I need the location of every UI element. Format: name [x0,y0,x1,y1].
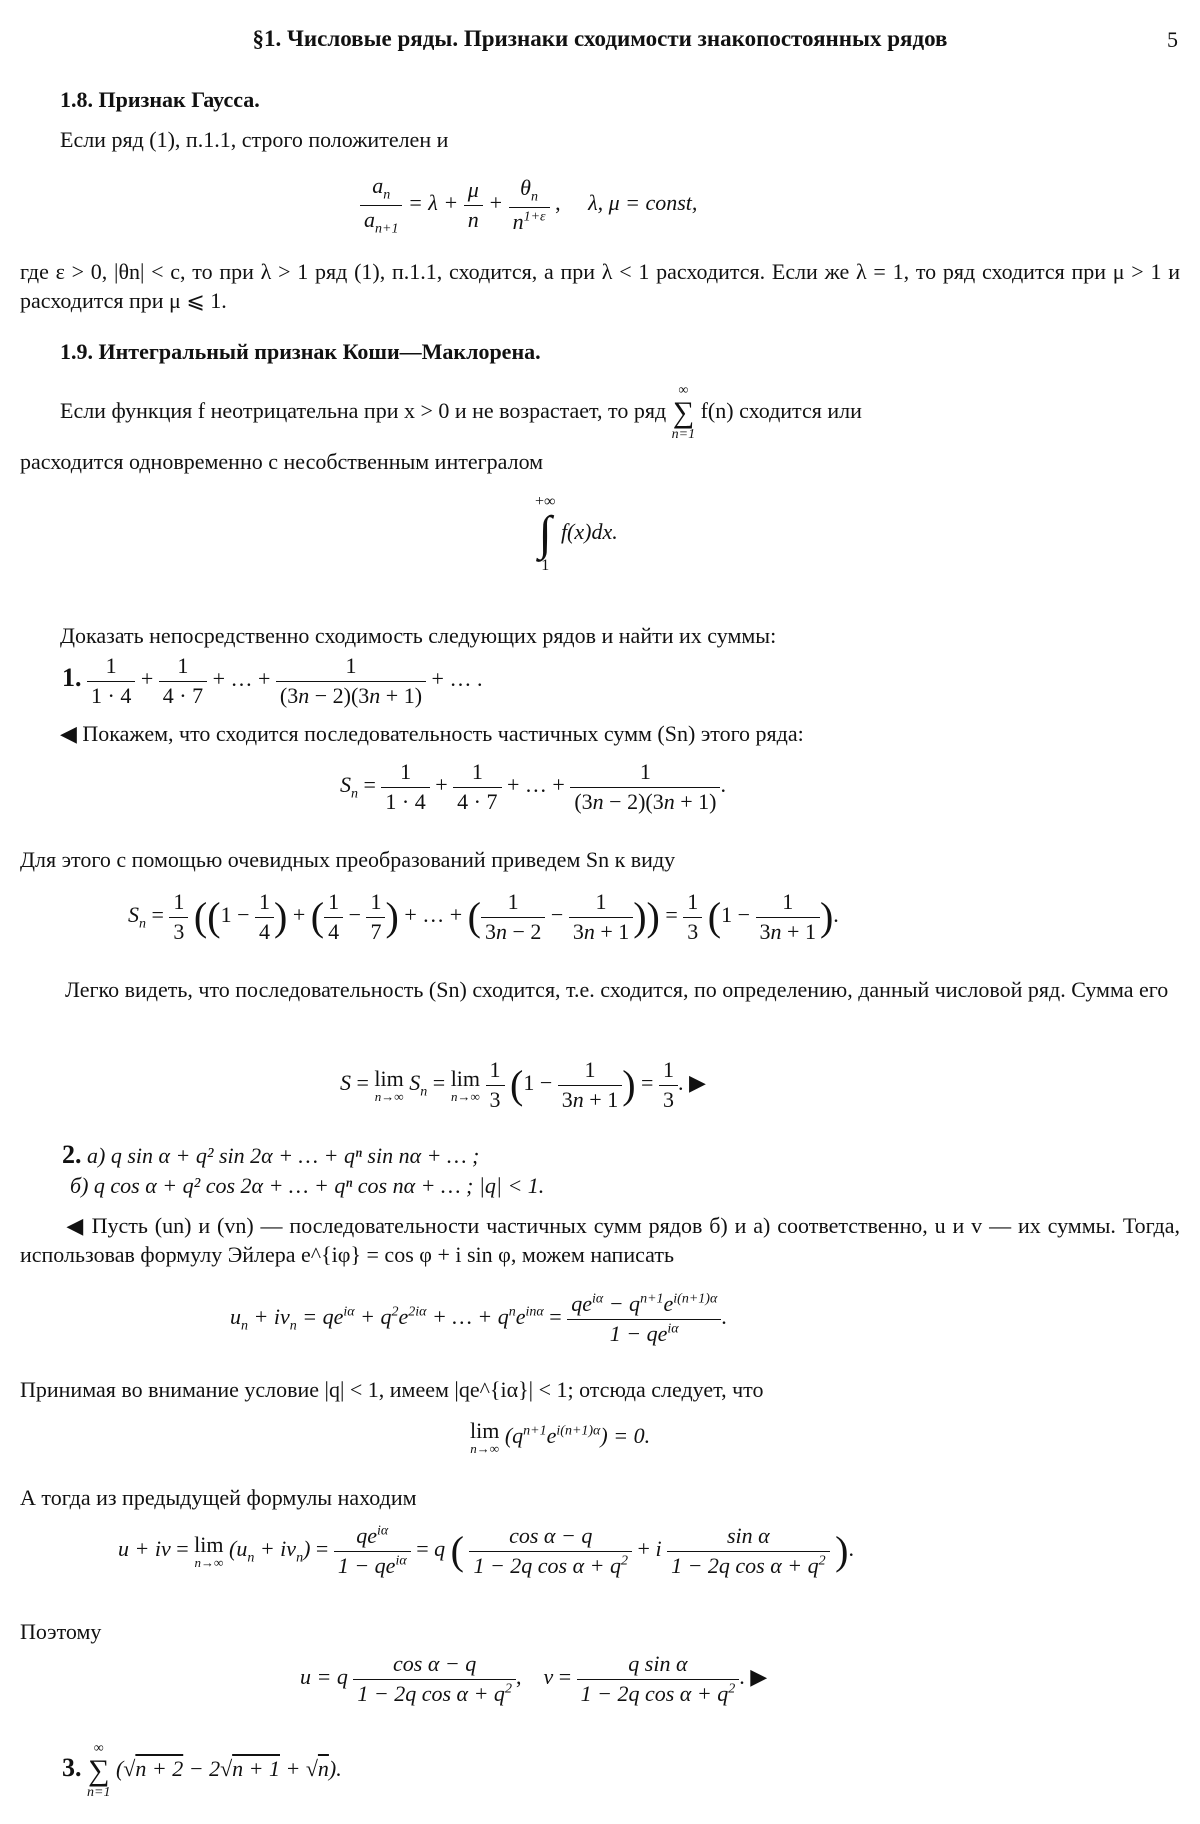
integral-test-text-a: Если функция f неотрицательна при x > 0 и не возрастает, то ряд [60,398,667,424]
sum-limit-formula: S = lim n→∞ $S_n = \lim$ n→∞ $\frac{1}{3}$ (1 − $\frac{1}{3n + 1}$ ) = $\frac{1}{3}$ . ▶ [340,1057,706,1112]
problem-1-number: 1. [62,663,82,693]
integral-sign: +∞ ∫ 1 [535,493,556,574]
problem-1-conclusion [20,976,1180,1005]
integral-test-line2: расходится одновременно с несобственным интегралом [20,449,544,474]
heading-gauss-test: 1.8. Признак Гаусса. [60,87,260,112]
series-b: б) q cos α + q² cos 2α + … + qⁿ cos nα + … ; |q| < 1. [70,1173,545,1198]
sum-sign: ∞ ∑ n=1 [671,383,696,442]
gauss-intro: Если ряд (1), п.1.1, строго положителен и [60,127,449,152]
problem-3-number: 3. [62,1753,82,1783]
problem-1-show: ◀ Покажем, что сходится последовательность частичных сумм (Sn) этого ряда: [60,721,804,746]
problem-2-text4: Поэтому [20,1619,102,1644]
integral-test-line1 [60,384,1180,442]
series-a: а) q sin α + q² sin 2α + … + qⁿ sin nα + … ; [87,1143,480,1168]
sum-sign-3: ∞ ∑ n=1 [87,1741,111,1800]
gauss-constants: λ, μ = const, [588,190,698,216]
section-title: §1. Числовые ряды. Признаки сходимости знакопостоянных рядов [252,26,948,51]
task-statement: Доказать непосредственно сходимость следующих рядов и найти их суммы: [60,623,777,648]
problem-2-text1 [20,1212,1180,1269]
result-uv-formula: u = q $\frac{\text{cos α − q}}{1 - 2q \cos \alpha + q^2}$ , v = $\frac{\text{q sin α}}{1 - 2q \cos \alpha + q^2}$ . ▶ [300,1651,768,1706]
problem-2-number: 2. [62,1140,82,1169]
problem-2-text1-content: ◀ Пусть (un) и (vn) — последовательности частичных сумм рядов б) и а) соответственно, u и v — их суммы. Тогда, использовав формулу Эйлера e^{iφ} = cos φ + i sin φ, можем написать [20,1213,1180,1267]
sum-complex-formula: u + iv = lim n→∞ $(u_n + iv_n)$ = $\frac{qe^{i\alpha}}{1 - qe^{i\alpha}}$ = q ( $\frac{\text{cos α − q}}{1 - 2q \cos \alpha + q^2}$ + i $\frac{\text{sin α}}{1 - 2q \cos \alpha + q^2}$ ). [118,1523,854,1578]
limit-zero-formula: lim n→∞ $(q^{n+1}e^{i(n+1)\alpha}) = 0$. [470,1418,651,1456]
partial-sum-formula: $S_n$ = $\frac{1}{1 \cdot 4}$ + $\frac{1}{4 \cdot 7}$ + … + $\frac{1}{(3n - 2)(3n + 1)}$ . [340,759,726,814]
problem-2-text2: Принимая во внимание условие |q| < 1, имеем |qe^{iα}| < 1; отсюда следует, что [20,1377,764,1402]
problem-1-transform: Для этого с помощью очевидных преобразований приведем Sn к виду [20,847,676,872]
problem-2-text3: А тогда из предыдущей формулы находим [20,1485,417,1510]
problem-3: 3. ∞ ∑ n=1 (√n + 2 − 2√n + 1 + √n). [62,1741,342,1800]
integrand: f(x)dx. [560,519,618,545]
integral-test-text-b: f(n) сходится или [700,398,862,424]
page-number: 5 [1167,27,1178,52]
problem-2-a [62,1138,1180,1172]
improper-integral [535,494,1180,574]
gauss-formula: $\frac{a_n}{a_{n+1}}$ = λ + $\frac{\mu}{n}$ + $\frac{\theta_n}{n^{1+\varepsilon}}$ , λ, μ = const, [360,172,1180,238]
telescoping-formula: $S_n$ = $\frac{1}{3}$ ((1 − $\frac{1}{4}$ ) + ( $\frac{1}{4}$ − $\frac{1}{7}$ ) + … + ( $\frac{1}{3n - 2}$ − $\frac{1}{3n + 1}$ )) = $\frac{1}{3}$ (1 − $\frac{1}{3n + 1}$ ). [128,889,839,944]
complex-partial-sum-formula: $u_n + iv_n = qe^{i\alpha} + q^2e^{2i\alpha}$ + … + $q^ne^{in\alpha}$ = $\frac{qe^{i\alpha} - q^{n+1}e^{i(n+1)\alpha}}{1 - qe^{i\alpha}}$ . [230,1291,727,1346]
problem-1: 1. $\frac{1}{1 \cdot 4}$ + $\frac{1}{4 \cdot 7}$ + … + $\frac{1}{(3n - 2)(3n + 1)}$ + … . [62,653,483,708]
heading-integral-test: 1.9. Интегральный признак Коши—Маклорена. [60,339,541,364]
problem-1-conclusion-text: Легко видеть, что последовательность (Sn) сходится, т.е. сходится, по определению, данный числовой ряд. Сумма его [65,977,1169,1002]
gauss-conclusion: где ε > 0, |θn| < c, то при λ > 1 ряд (1), п.1.1, сходится, а при λ < 1 расходится. Если же λ = 1, то ряд сходится при μ > 1 и расходится при μ ⩽ 1. [20,259,1180,313]
